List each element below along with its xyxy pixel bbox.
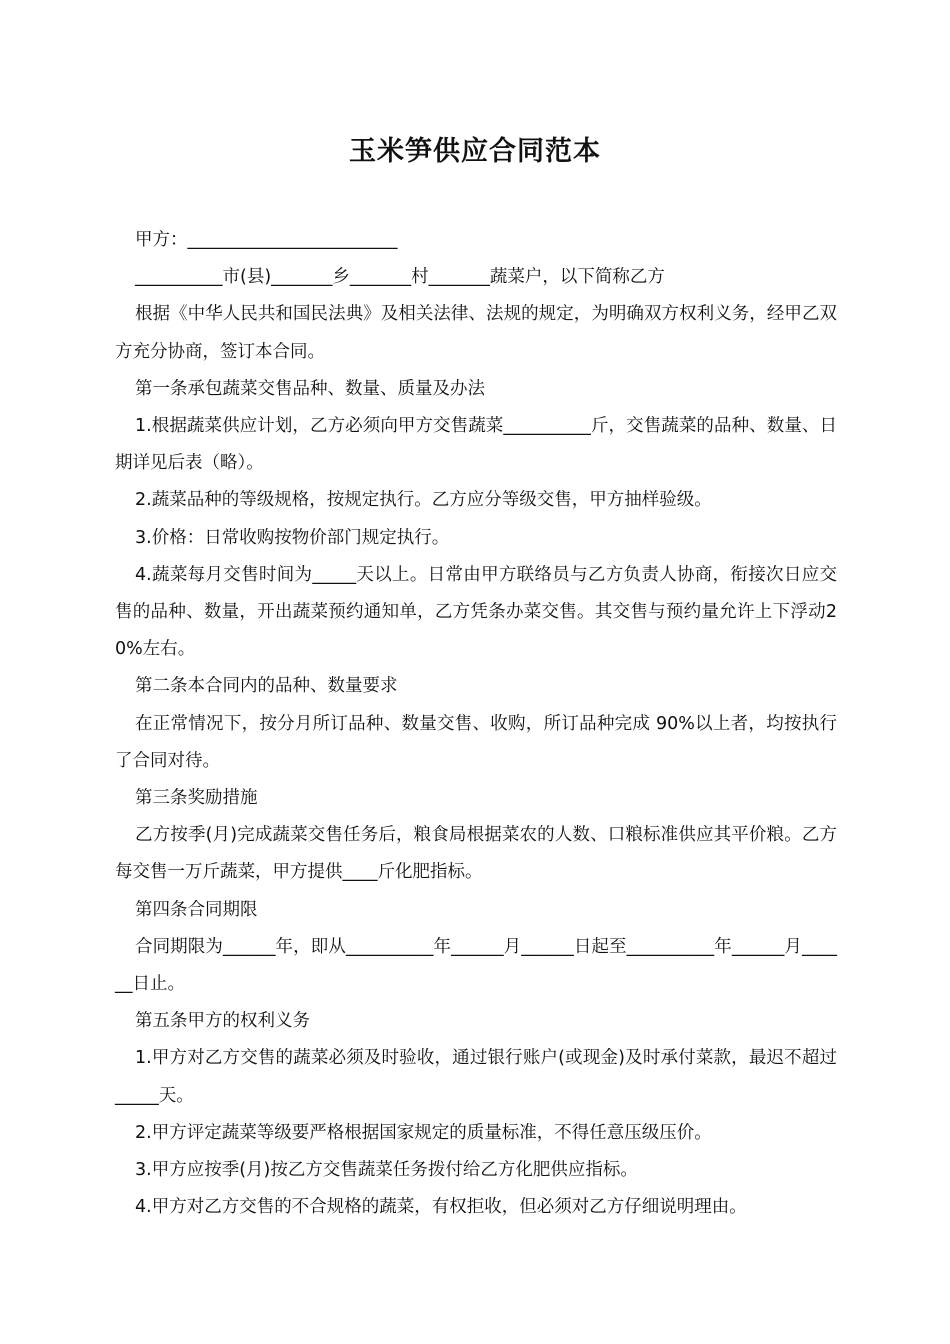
article-5-heading: 第五条甲方的权利义务 [135,1011,310,1032]
article-3-body: 乙方按季(月)完成蔬菜交售任务后，粮食局根据菜农的人数、口粮标准供应其平价粮。乙方每交售一万斤蔬菜，甲方提供____斤化肥指标。 [115,825,837,883]
article-5-clause-2: 2.甲方评定蔬菜等级要严格根据国家规定的质量标准，不得任意压级压价。 [135,1122,712,1143]
article-1-clause-4: 4.蔬菜每月交售时间为_____天以上。日常由甲方联络员与乙方负责人协商，衔接次日应交售的品种、数量，开出蔬菜预约通知单，乙方凭条办菜交售。其交售与预约量允许上下浮动20%左右。 [115,564,837,660]
article-1-heading: 第一条承包蔬菜交售品种、数量、质量及办法 [135,378,485,399]
article-5-clause-4: 4.甲方对乙方交售的不合规格的蔬菜，有权拒收，但必须对乙方仔细说明理由。 [135,1197,747,1218]
document-body [115,222,837,1226]
article-5-clause-3: 3.甲方应按季(月)按乙方交售蔬菜任务拨付给乙方化肥供应指标。 [135,1160,638,1181]
party-a-line: 甲方：________________________ [135,230,398,250]
preamble-paragraph: 根据《中华人民共和国民法典》及相关法律、法规的规定，为明确双方权利义务，经甲乙双方充分协商，签订本合同。 [115,304,837,362]
article-5-clause-1: 1.甲方对乙方交售的蔬菜必须及时验收，通过银行账户(或现金)及时承付菜款，最迟不超过_____天。 [115,1048,837,1106]
document-title: 玉米笋供应合同范本 [349,136,601,167]
article-1-clause-3: 3.价格：日常收购按物价部门规定执行。 [135,527,450,548]
party-b-line: __________市(县)_______乡_______村_______蔬菜户，以下简称乙方 [135,267,665,288]
article-1-clause-1: 1.根据蔬菜供应计划，乙方必须向甲方交售蔬菜__________斤，交售蔬菜的品种、数量、日期详见后表（略）。 [115,416,837,474]
article-2-body: 在正常情况下，按分月所订品种、数量交售、收购，所订品种完成 90%以上者，均按执行了合同对待。 [115,713,837,771]
article-3-heading: 第三条奖励措施 [135,788,258,809]
article-4-heading: 第四条合同期限 [135,899,258,920]
article-2-heading: 第二条本合同内的品种、数量要求 [135,676,398,697]
article-1-clause-2: 2.蔬菜品种的等级规格，按规定执行。乙方应分等级交售，甲方抽样验级。 [135,490,712,511]
article-4-body: 合同期限为______年，即从__________年______月______日起至__________年______月______日止。 [115,936,837,995]
